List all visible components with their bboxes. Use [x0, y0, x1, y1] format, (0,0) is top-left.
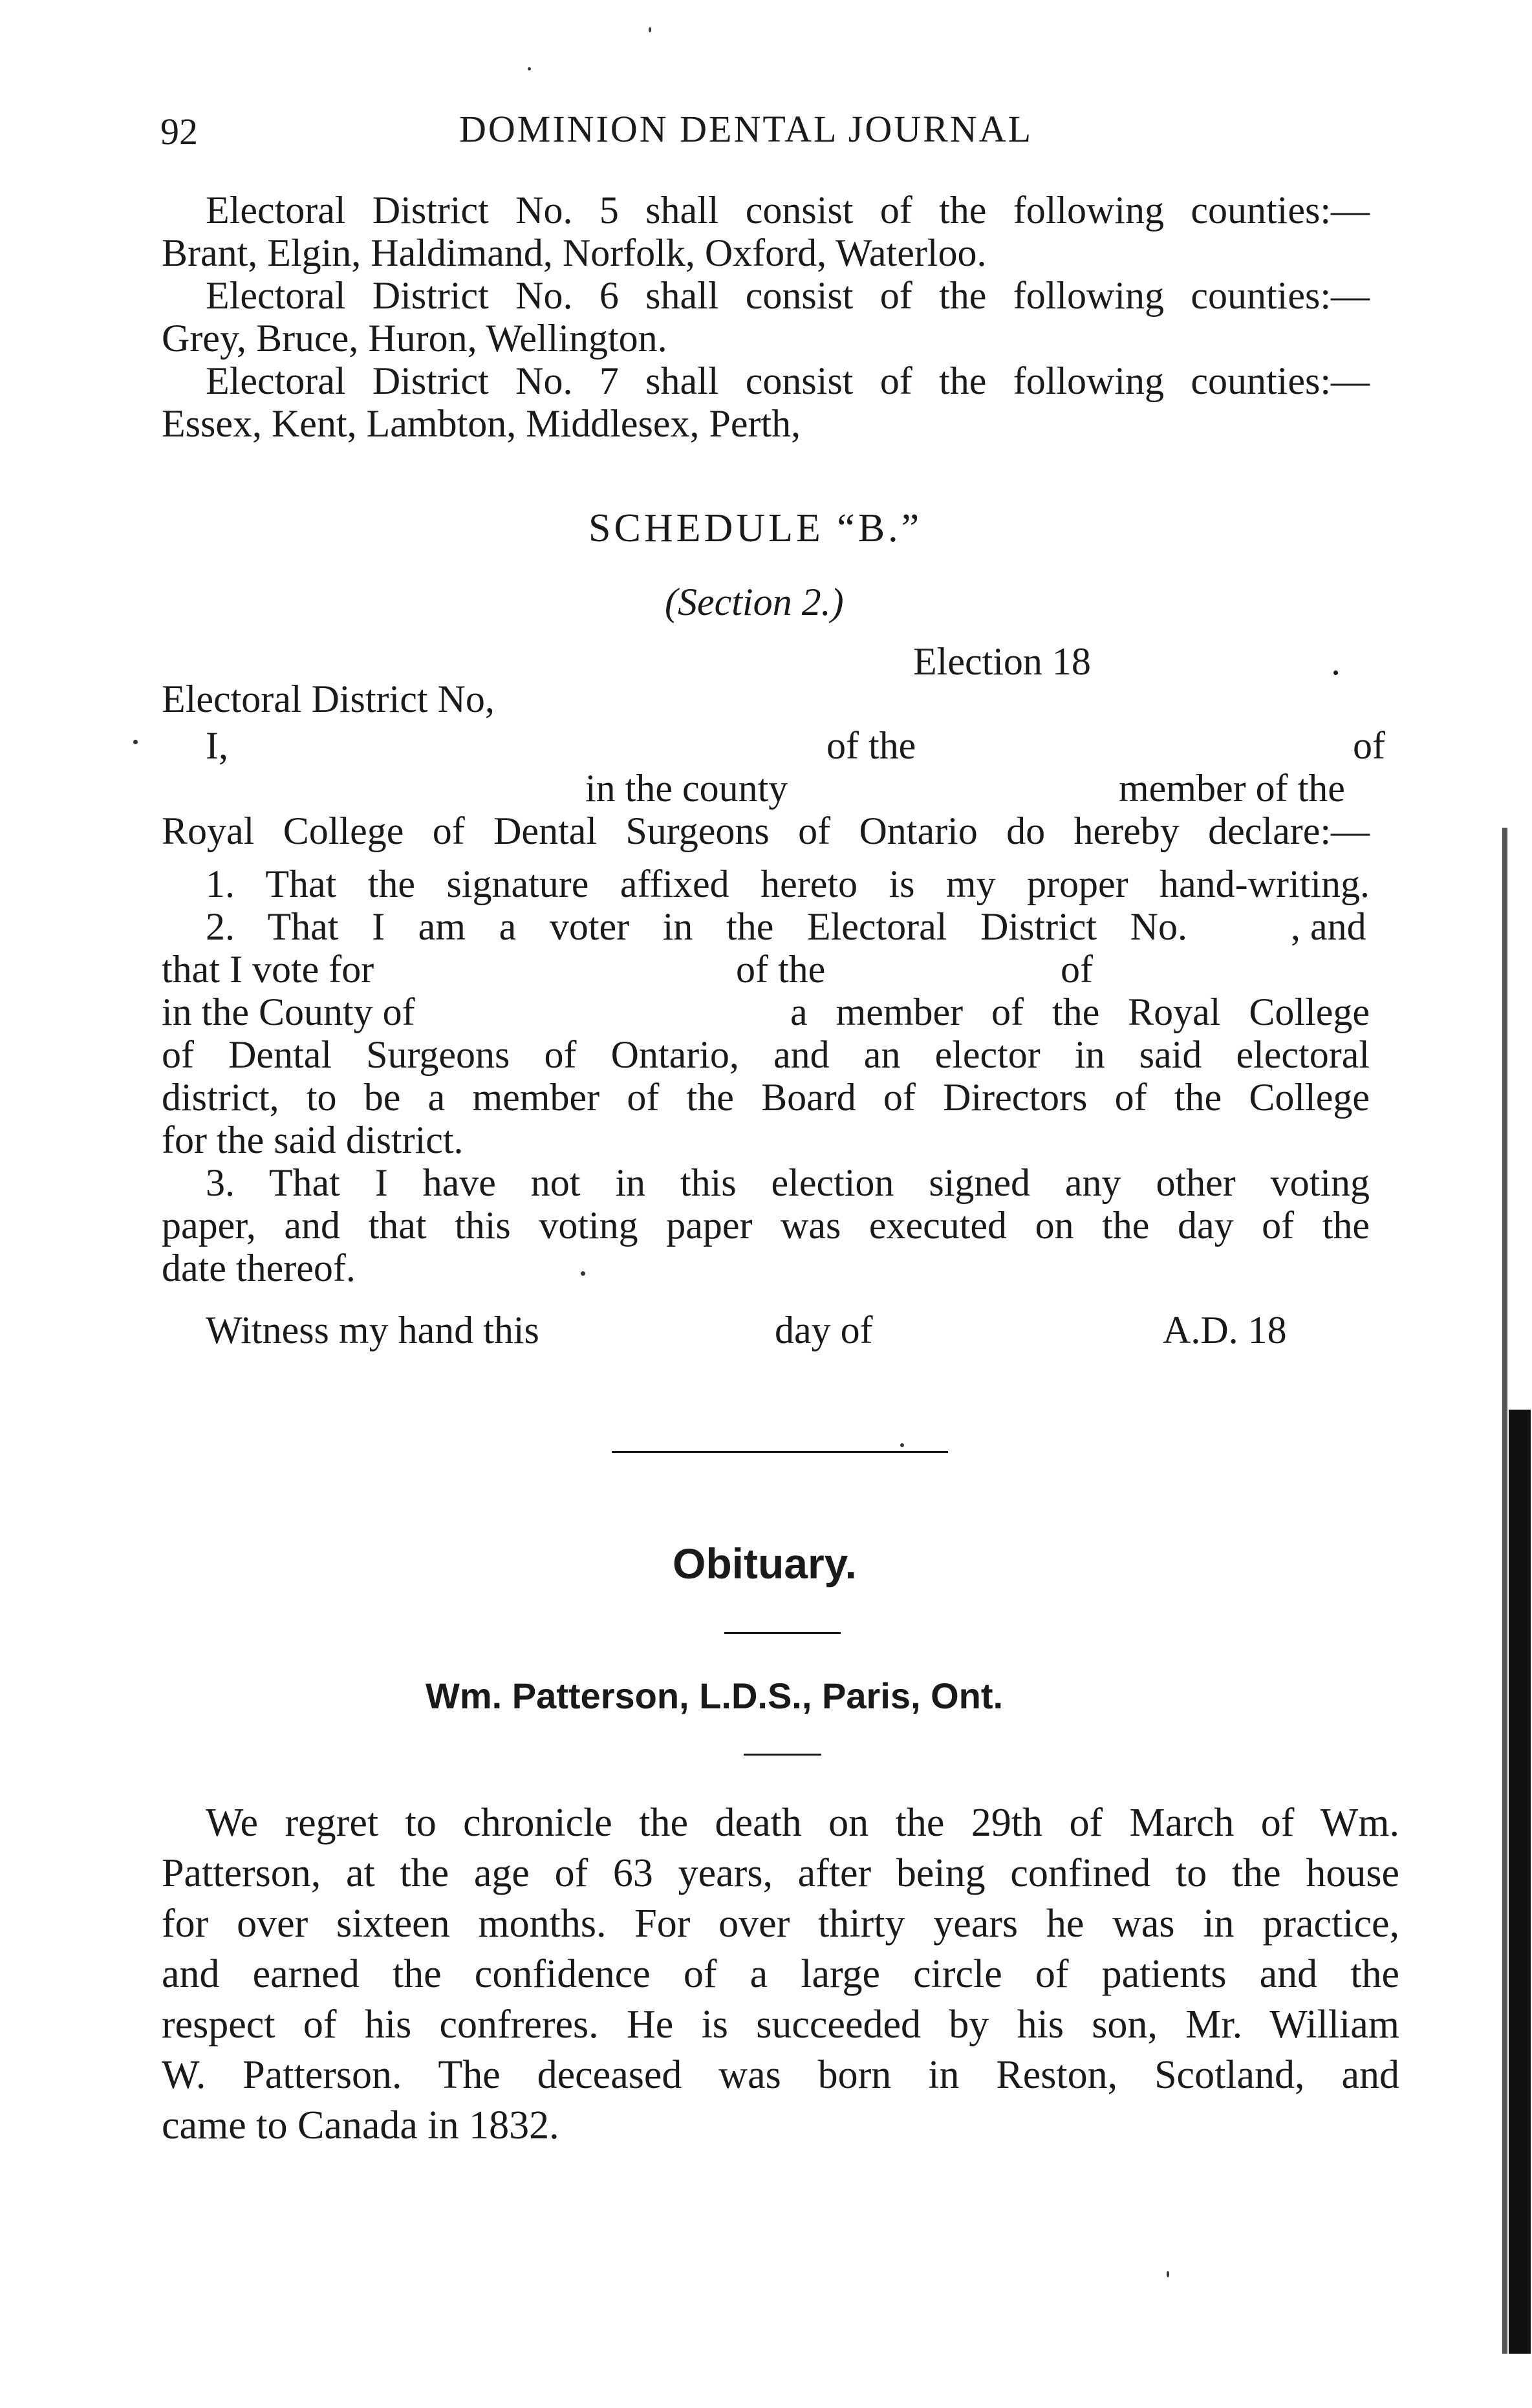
obituary-line: for over sixteen months. For over thirty years he was in practice, [162, 1902, 1399, 1946]
election-dot: . [1331, 640, 1341, 683]
margin-mark [133, 740, 138, 744]
declaration-item-2: 2. That I am a voter in the Electoral District No. [206, 905, 1187, 948]
district-7-line: Electoral District No. 7 shall consist of the following counties:— [206, 360, 1370, 402]
declaration-item-3: 3. That I have not in this election signed any other voting [206, 1161, 1370, 1204]
obituary-heading: Obituary. [673, 1540, 857, 1587]
obituary-line: W. Patterson. The deceased was born in Reston, Scotland, and [162, 2053, 1399, 2097]
heading-rule [724, 1632, 841, 1634]
election-year: Election 18 [913, 640, 1091, 683]
college-declaration: Royal College of Dental Surgeons of Ontario do hereby declare:— [162, 810, 1370, 852]
of-label: of [1353, 724, 1385, 767]
schedule-section: (Section 2.) [665, 581, 844, 623]
vote-of-label: of [1061, 948, 1093, 991]
journal-title: DOMINION DENTAL JOURNAL [459, 108, 1033, 150]
speck [1167, 2271, 1169, 2277]
district-6-counties: Grey, Bruce, Huron, Wellington. [162, 317, 667, 360]
page-edge [1509, 1410, 1531, 2354]
speck [528, 67, 531, 70]
obituary-line: We regret to chronicle the death on the 29th of March of Wm. [206, 1801, 1399, 1845]
county-of-label: in the County of [162, 991, 415, 1033]
member-of-the-label: member of the [1119, 767, 1345, 810]
obituary-line: and earned the confidence of a large circle of patients and the [162, 1952, 1399, 1996]
in-the-county-label: in the county [585, 767, 788, 810]
member-royal-college: a member of the Royal College [790, 991, 1370, 1033]
obituary-line: respect of his confreres. He is succeeded by his son, Mr. William [162, 2003, 1399, 2047]
district-7-counties: Essex, Kent, Lambton, Middlesex, Perth, [162, 402, 801, 445]
district-number-label: Electoral District No, [162, 678, 495, 720]
district-5-line: Electoral District No. 5 shall consist of the following counties:— [206, 189, 1370, 231]
obituary-line: came to Canada in 1832. [162, 2103, 559, 2147]
obituary-line: Patterson, at the age of 63 years, after being confined to the house [162, 1851, 1399, 1895]
witness-label: Witness my hand this [206, 1309, 539, 1351]
item-2-line-6: district, to be a member of the Board of Directors of the College [162, 1076, 1370, 1119]
and-label: , and [1291, 905, 1366, 948]
page-edge-shadow [1502, 828, 1507, 2354]
vote-of-the-label: of the [736, 948, 826, 991]
item-2-line-7: for the said district. [162, 1119, 464, 1161]
anno-domini-label: A.D. 18 [1163, 1309, 1287, 1351]
item-3-line-3: date thereof. [162, 1247, 356, 1289]
page-number: 92 [160, 111, 198, 153]
item-3-line-2: paper, and that this voting paper was executed on the day of the [162, 1204, 1370, 1247]
i-label: I, [206, 724, 228, 767]
district-5-counties: Brant, Elgin, Haldimand, Norfolk, Oxford, Waterloo. [162, 231, 987, 274]
speck [649, 27, 651, 32]
speck [900, 1443, 904, 1447]
of-the-label: of the [826, 724, 916, 767]
declaration-item-1: 1. That the signature affixed hereto is my proper hand-writing. [206, 863, 1370, 905]
district-6-line: Electoral District No. 6 shall consist of the following counties:— [206, 274, 1370, 317]
section-divider [612, 1451, 948, 1453]
schedule-title: SCHEDULE “B.” [588, 506, 923, 550]
item-2-line-5: of Dental Surgeons of Ontario, and an elector in said electoral [162, 1033, 1370, 1076]
subheading-rule [744, 1754, 821, 1756]
obituary-subheading: Wm. Patterson, L.D.S., Paris, Ont. [426, 1675, 1004, 1716]
speck [581, 1271, 585, 1276]
day-of-label: day of [775, 1309, 873, 1351]
vote-for-label: that I vote for [162, 948, 374, 991]
